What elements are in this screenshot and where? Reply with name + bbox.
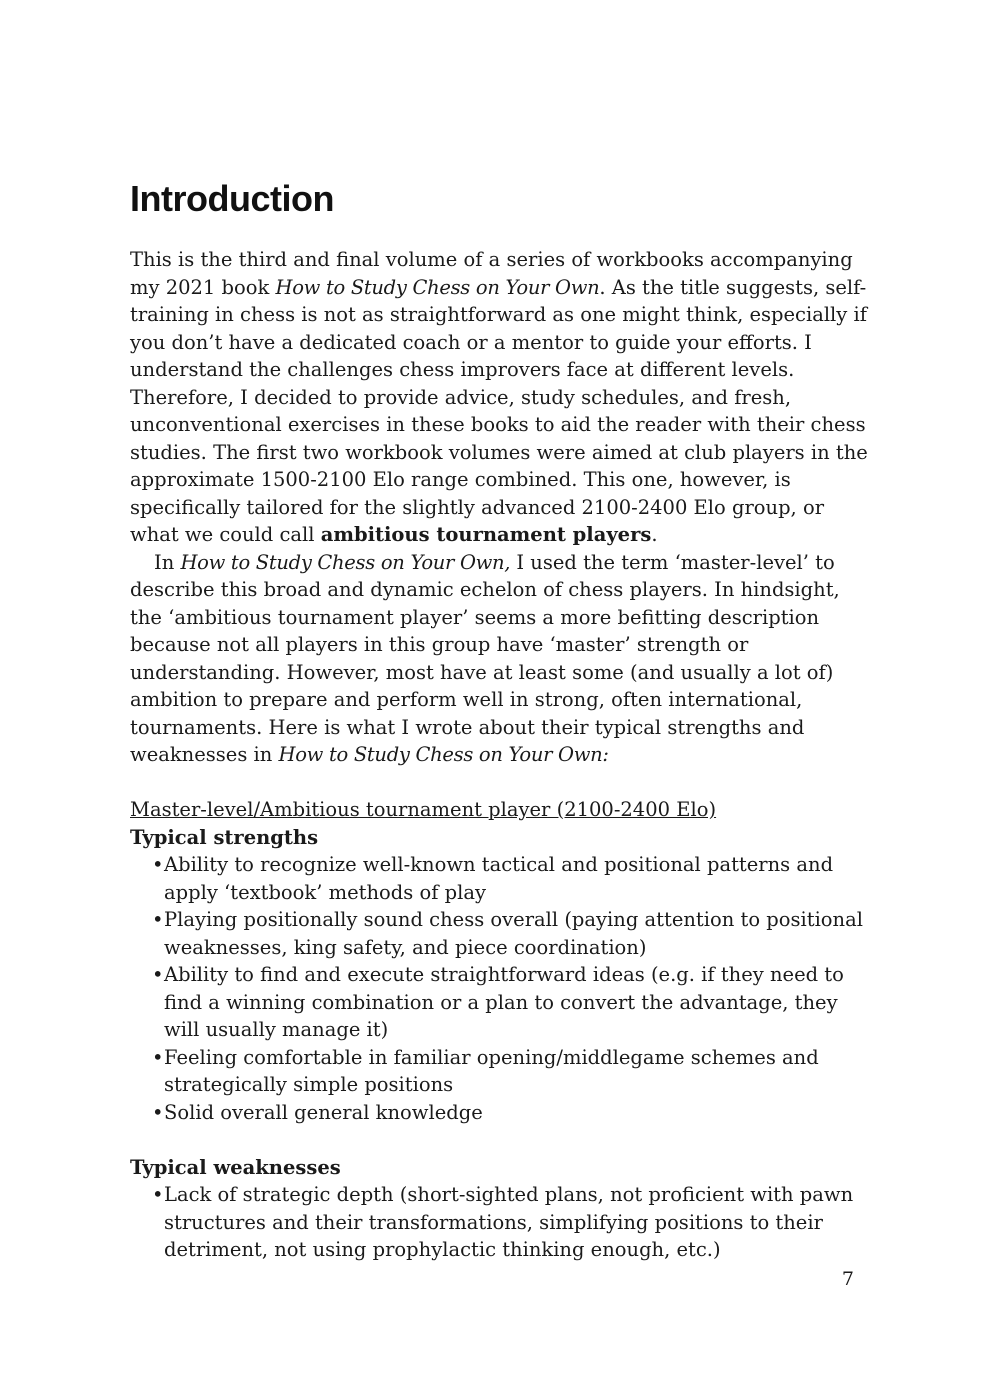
list-item: • Lack of strategic depth (short-sighted plans, not proficient with pawn structures and their transformations, simplifying positions to their detriment, not using prophylactic thinking enough, etc.) (152, 1181, 870, 1264)
list-item: • Ability to recognize well-known tactical and positional patterns and apply ‘textbook’ methods of play (152, 851, 870, 906)
page-number: 7 (841, 1268, 854, 1290)
list-item: • Feeling comfortable in familiar opening/middlegame schemes and strategically simple positions (152, 1044, 870, 1099)
book-title-reference: How to Study Chess on Your Own (275, 275, 600, 299)
book-title-reference: How to Study Chess on Your Own: (278, 743, 609, 766)
intro-paragraph-1 (130, 246, 870, 549)
weaknesses-list (130, 1181, 870, 1264)
weaknesses-heading: Typical weaknesses (130, 1155, 341, 1179)
section-heading: Master-level/Ambitious tournament player (2100-2400 Elo) (130, 798, 717, 821)
intro-p1-text-cont: . As the title suggests, self-training in chess is not as straightforward as one might think, especially if you don’t have a dedicated coach or a mentor to guide your efforts. I understand the challenges chess improvers face at different levels. Therefore, I decided to provide advice, study schedules, and fresh, unconventional exercises in these books to aid the reader with their chess studies. The first two workbook volumes were aimed at club players in the approximate 1500-2100 Elo range combined. This one, however, is specifically tailored for the slightly advanced 2100-2400 Elo group, or what we could call (130, 275, 868, 546)
book-title-reference: How to Study Chess on Your Own, (180, 550, 511, 574)
intro-p1-end: . (651, 523, 658, 546)
intro-p1-text: This is the third and final volume of a series of workbooks accompanying my 2021 book (130, 248, 853, 299)
intro-p2-text: In (154, 550, 181, 574)
list-item: • Playing positionally sound chess overall (paying attention to positional weaknesses, king safety, and piece coordination) (152, 906, 870, 961)
chapter-title: Introduction (130, 178, 334, 219)
strengths-heading: Typical strengths (130, 825, 319, 849)
emphasis-term: ambitious tournament players (320, 523, 652, 546)
list-item: • Solid overall general knowledge (152, 1099, 870, 1127)
strengths-list (130, 851, 870, 1126)
body-text (130, 246, 870, 1264)
list-item: • Ability to find and execute straightforward ideas (e.g. if they need to find a winning combination or a plan to convert the advantage, they will usually manage it) (152, 961, 870, 1044)
intro-paragraph-2 (130, 549, 870, 769)
intro-p2-text-cont: I used the term ‘master-level’ to describe this broad and dynamic echelon of chess players. In hindsight, the ‘ambitious tournament player’ seems a more befitting description because not all players in this group have ‘master’ strength or understanding. However, most have at least some (and usually a lot of) ambition to prepare and perform well in strong, often international, tournaments. Here is what I wrote about their typical strengths and weaknesses in (130, 550, 840, 766)
